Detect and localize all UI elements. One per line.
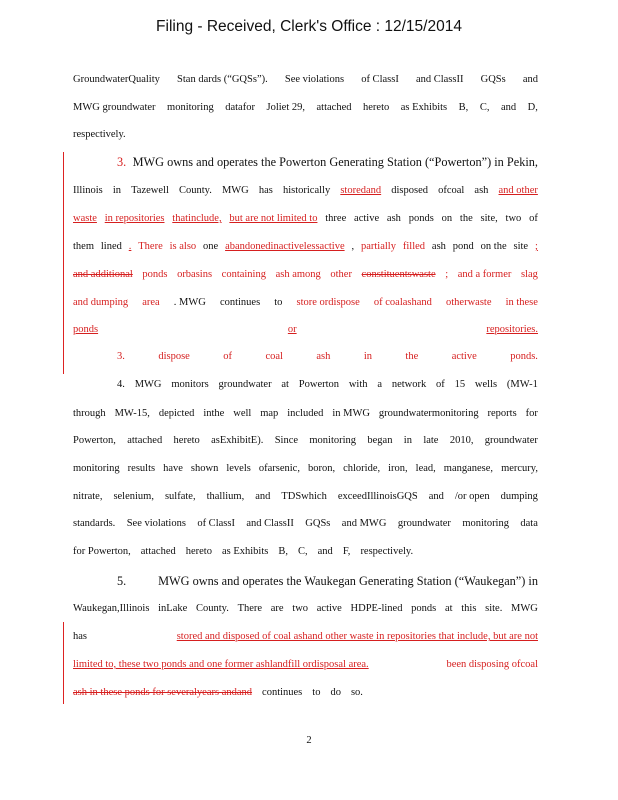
text-segment: Powerton, bbox=[73, 435, 116, 446]
text-segment: abandonedinactivelessactive bbox=[225, 241, 345, 252]
text-segment: in repositories bbox=[104, 213, 165, 224]
text-segment: do bbox=[330, 687, 341, 698]
text-segment: monitors bbox=[171, 379, 209, 390]
text-segment: GQSs bbox=[305, 518, 331, 529]
text-line bbox=[73, 658, 538, 672]
paragraph-number: 4. bbox=[117, 379, 125, 390]
text-segment: in bbox=[112, 185, 122, 196]
text-segment: County. bbox=[178, 185, 212, 196]
text-segment: storedand bbox=[340, 185, 382, 196]
text-line bbox=[73, 517, 538, 531]
text-segment: of bbox=[223, 351, 232, 362]
text-segment: and ClassII bbox=[246, 518, 294, 529]
text-segment: thallium, bbox=[206, 491, 245, 502]
text-segment: site, bbox=[480, 213, 498, 224]
text-segment: pond bbox=[452, 241, 474, 252]
text-segment: thatinclude, bbox=[172, 213, 222, 224]
text-segment: two bbox=[292, 603, 309, 614]
text-line bbox=[73, 155, 538, 169]
text-segment: groundwater bbox=[218, 379, 272, 390]
text-segment: have bbox=[163, 463, 183, 474]
text-segment: selenium, bbox=[113, 491, 154, 502]
text-segment: as Exhibits bbox=[400, 102, 448, 113]
text-line bbox=[73, 574, 538, 588]
text-segment: filled bbox=[402, 241, 426, 252]
text-segment: site bbox=[513, 241, 529, 252]
text-segment: Since bbox=[274, 435, 299, 446]
text-line bbox=[73, 73, 538, 87]
text-segment: There bbox=[138, 241, 163, 252]
text-segment: asExhibitE). bbox=[211, 435, 264, 446]
text-segment: ash bbox=[431, 241, 446, 252]
text-segment: ponds bbox=[73, 324, 99, 335]
text-segment: , bbox=[351, 241, 355, 252]
text-segment: inthe bbox=[203, 408, 225, 419]
text-line bbox=[73, 602, 538, 616]
text-line bbox=[73, 490, 538, 504]
text-segment: stored and disposed of coal ashand other waste in repositories that include, but are not bbox=[176, 631, 538, 642]
text-segment: groundwater bbox=[397, 518, 451, 529]
text-segment: and MWG bbox=[341, 518, 387, 529]
text-segment: iron, bbox=[388, 463, 408, 474]
paragraph-number: 5. bbox=[117, 574, 127, 588]
text-segment: at bbox=[281, 379, 289, 390]
page-number: 2 bbox=[306, 735, 312, 746]
text-segment: ash in these ponds for severalyears andand bbox=[73, 687, 253, 698]
text-line bbox=[73, 128, 538, 142]
text-line bbox=[73, 101, 538, 115]
text-segment: and dumping bbox=[73, 297, 129, 308]
text-segment: F, bbox=[342, 546, 351, 557]
text-segment: ofcoal bbox=[438, 185, 465, 196]
text-segment: and other bbox=[498, 185, 538, 196]
text-segment: ofarsenic, bbox=[258, 463, 300, 474]
text-segment: coal bbox=[265, 351, 283, 362]
text-segment: MWG bbox=[511, 603, 538, 614]
text-segment: otherwaste bbox=[446, 297, 492, 308]
text-segment: ash bbox=[474, 185, 489, 196]
text-segment: wells bbox=[474, 379, 498, 390]
text-segment: orbasins bbox=[177, 269, 213, 280]
text-segment: and bbox=[522, 74, 538, 85]
text-segment: attached bbox=[127, 435, 163, 446]
text-segment: constituentswaste bbox=[361, 269, 436, 280]
text-segment: to bbox=[312, 687, 321, 698]
text-segment: respectively. bbox=[360, 546, 414, 557]
text-segment: well bbox=[233, 408, 252, 419]
text-segment: continues bbox=[219, 297, 261, 308]
text-segment: C, bbox=[479, 102, 490, 113]
text-segment: ; bbox=[445, 269, 449, 280]
text-segment: lead, bbox=[415, 463, 436, 474]
text-segment: There bbox=[237, 603, 263, 614]
text-segment: MWG owns and operates the Waukegan Generating Station (“Waukegan”) in bbox=[158, 574, 538, 588]
text-segment: ; bbox=[534, 241, 538, 252]
text-segment: in bbox=[403, 435, 412, 446]
text-segment: through bbox=[73, 408, 106, 419]
text-segment: monitoring bbox=[309, 435, 357, 446]
text-segment: been disposing ofcoal bbox=[446, 659, 538, 670]
text-segment: of ClassI bbox=[361, 74, 399, 85]
text-segment: Powerton bbox=[298, 379, 340, 390]
text-segment: ash bbox=[316, 351, 331, 362]
text-segment: shown bbox=[190, 463, 219, 474]
text-segment: Tazewell bbox=[131, 185, 169, 196]
text-line bbox=[73, 240, 538, 254]
text-segment: is also bbox=[169, 241, 197, 252]
text-line bbox=[73, 268, 538, 282]
text-segment: the bbox=[405, 351, 419, 362]
text-segment: has bbox=[73, 631, 87, 642]
text-segment: County. bbox=[196, 603, 229, 614]
text-segment: the bbox=[459, 213, 473, 224]
text-segment: store ordispose bbox=[296, 297, 360, 308]
text-segment: or bbox=[287, 324, 297, 335]
text-segment: . bbox=[128, 241, 132, 252]
text-segment: in MWG bbox=[332, 408, 370, 419]
text-segment: a bbox=[377, 379, 382, 390]
text-segment: manganese, bbox=[443, 463, 494, 474]
text-segment: inLake bbox=[158, 603, 188, 614]
text-segment: exceedIllinoisGQS bbox=[337, 491, 418, 502]
text-segment: /or open bbox=[454, 491, 490, 502]
text-segment: late bbox=[423, 435, 439, 446]
text-line bbox=[73, 630, 538, 644]
paragraph-number: 3. bbox=[117, 351, 125, 362]
text-segment: TDSwhich bbox=[281, 491, 327, 502]
text-line bbox=[73, 434, 538, 448]
text-segment: of ClassI bbox=[197, 518, 235, 529]
text-segment: lined bbox=[100, 241, 122, 252]
text-line bbox=[73, 296, 538, 310]
text-segment: began bbox=[367, 435, 393, 446]
text-segment: C, bbox=[298, 546, 308, 557]
text-line bbox=[73, 407, 538, 421]
text-segment: sulfate, bbox=[164, 491, 196, 502]
text-segment: at bbox=[444, 603, 453, 614]
text-segment: one bbox=[203, 241, 219, 252]
text-segment: three bbox=[325, 213, 347, 224]
text-segment: of bbox=[436, 379, 445, 390]
revision-bar bbox=[63, 152, 64, 374]
text-segment: repositories. bbox=[486, 324, 538, 335]
text-segment: (MW-1 bbox=[506, 379, 538, 390]
text-segment: two bbox=[505, 213, 522, 224]
text-segment: dispose bbox=[158, 351, 190, 362]
text-segment: ponds bbox=[411, 603, 437, 614]
text-segment: 15 bbox=[454, 379, 466, 390]
text-segment: ash bbox=[386, 213, 401, 224]
text-segment: MWG groundwater bbox=[73, 102, 156, 113]
text-segment: to bbox=[274, 297, 283, 308]
text-segment: disposed bbox=[391, 185, 428, 196]
text-segment: See violations bbox=[284, 74, 345, 85]
text-segment: MWG owns and operates the Powerton Generating Station (“Powerton”) in Pekin, bbox=[132, 155, 538, 169]
text-segment: MWG bbox=[134, 379, 162, 390]
text-segment: MW-15, bbox=[114, 408, 150, 419]
text-segment: reports bbox=[487, 408, 517, 419]
text-segment: B, bbox=[458, 102, 469, 113]
text-segment: . MWG bbox=[173, 297, 206, 308]
text-segment: HDPE-lined bbox=[350, 603, 403, 614]
text-segment: this bbox=[461, 603, 477, 614]
text-segment: ash among bbox=[275, 269, 321, 280]
text-segment: depicted bbox=[158, 408, 195, 419]
text-segment: groundwater bbox=[484, 435, 538, 446]
text-segment: See violations bbox=[126, 518, 186, 529]
text-segment: limited to, these two ponds and one former ashlandfill ordisposal area. bbox=[73, 659, 369, 670]
text-segment: standards. bbox=[73, 518, 116, 529]
text-segment: hereto bbox=[173, 435, 200, 446]
text-segment: hereto bbox=[363, 102, 390, 113]
text-segment: has bbox=[258, 185, 273, 196]
text-line bbox=[73, 686, 538, 700]
text-segment: Waukegan,Illinois bbox=[73, 603, 150, 614]
text-line bbox=[73, 462, 538, 476]
revision-bar bbox=[63, 622, 64, 704]
text-segment: and a former bbox=[457, 269, 512, 280]
text-segment: map bbox=[260, 408, 279, 419]
text-segment: partially bbox=[360, 241, 396, 252]
text-segment: results bbox=[127, 463, 156, 474]
text-segment: dumping bbox=[500, 491, 538, 502]
text-segment: respectively. bbox=[73, 129, 126, 140]
text-segment: boron, bbox=[307, 463, 336, 474]
text-segment: chloride, bbox=[343, 463, 381, 474]
text-segment: on the bbox=[480, 241, 507, 252]
text-segment: active bbox=[354, 213, 380, 224]
text-segment: monitoring bbox=[462, 518, 509, 529]
text-segment: so. bbox=[350, 687, 363, 698]
text-segment: B, bbox=[278, 546, 288, 557]
text-segment: GroundwaterQuality bbox=[73, 74, 160, 85]
paragraph-number: 3. bbox=[117, 155, 127, 169]
text-segment: Stan dards (“GQSs”). bbox=[177, 74, 268, 85]
text-segment: for Powerton, bbox=[73, 546, 131, 557]
text-segment: MWG bbox=[221, 185, 249, 196]
text-segment: data bbox=[520, 518, 538, 529]
text-segment: other bbox=[330, 269, 352, 280]
text-segment: Illinois bbox=[73, 185, 103, 196]
text-segment: ponds. bbox=[510, 351, 538, 362]
text-segment: groundwatermonitoring bbox=[378, 408, 479, 419]
text-segment: and bbox=[317, 546, 333, 557]
text-segment: monitoring bbox=[167, 102, 214, 113]
text-line bbox=[73, 184, 538, 198]
text-line bbox=[73, 545, 538, 559]
text-segment: area bbox=[142, 297, 160, 308]
text-segment: 2010, bbox=[449, 435, 474, 446]
text-segment: GQSs bbox=[480, 74, 506, 85]
text-segment: mercury, bbox=[501, 463, 538, 474]
filing-header: Filing - Received, Clerk's Office : 12/15/2014 bbox=[156, 18, 462, 35]
text-segment: for bbox=[525, 408, 538, 419]
text-segment: and ClassII bbox=[415, 74, 464, 85]
text-segment: are bbox=[270, 603, 284, 614]
text-segment: datafor bbox=[225, 102, 255, 113]
text-segment: continues bbox=[262, 687, 303, 698]
text-line bbox=[73, 378, 538, 392]
text-segment: site. bbox=[485, 603, 503, 614]
text-segment: attached bbox=[316, 102, 352, 113]
text-segment: D, bbox=[527, 102, 538, 113]
text-line bbox=[73, 212, 538, 226]
text-segment: but are not limited to bbox=[229, 213, 318, 224]
text-segment: active bbox=[316, 603, 342, 614]
text-segment: them bbox=[73, 241, 94, 252]
text-segment: in bbox=[363, 351, 372, 362]
text-segment: levels bbox=[226, 463, 251, 474]
text-line bbox=[73, 323, 538, 337]
text-segment: of bbox=[529, 213, 538, 224]
text-line bbox=[73, 350, 538, 364]
text-segment: containing bbox=[221, 269, 266, 280]
text-segment: nitrate, bbox=[73, 491, 103, 502]
text-segment: active bbox=[451, 351, 477, 362]
text-segment: with bbox=[348, 379, 368, 390]
text-segment: ponds bbox=[408, 213, 434, 224]
text-segment: network bbox=[391, 379, 427, 390]
text-segment: and bbox=[500, 102, 517, 113]
text-segment: Joliet 29, bbox=[266, 102, 305, 113]
text-segment: attached bbox=[140, 546, 176, 557]
text-segment: and bbox=[428, 491, 444, 502]
text-segment: and additional bbox=[73, 269, 133, 280]
text-segment: historically bbox=[282, 185, 331, 196]
text-segment: ponds bbox=[142, 269, 168, 280]
text-segment: on bbox=[441, 213, 453, 224]
text-segment: as Exhibits bbox=[221, 546, 269, 557]
text-segment: slag bbox=[520, 269, 538, 280]
text-segment: waste bbox=[73, 213, 97, 224]
text-segment: hereto bbox=[185, 546, 212, 557]
text-segment: included bbox=[287, 408, 324, 419]
text-segment: and bbox=[255, 491, 271, 502]
text-segment: of coalashand bbox=[373, 297, 432, 308]
text-segment: monitoring bbox=[73, 463, 120, 474]
text-segment: in these bbox=[505, 297, 538, 308]
